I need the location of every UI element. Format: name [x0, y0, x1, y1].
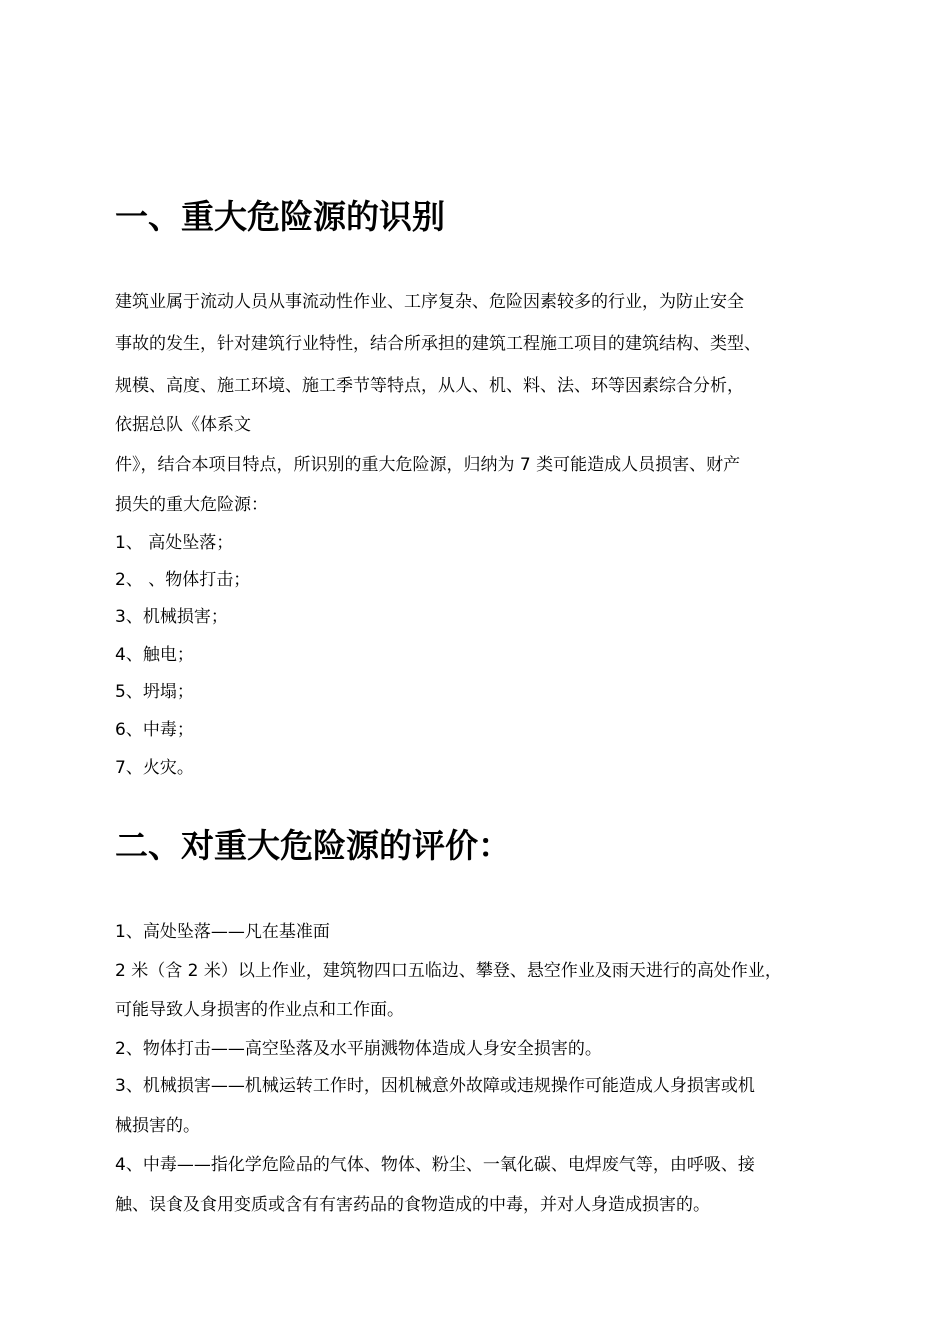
evaluation-line: 4、中毒——指化学危险品的气体、物体、粉尘、一氧化碳、电焊废气等，由呼吸、接 [115, 1155, 755, 1175]
paragraph-line: 建筑业属于流动人员从事流动性作业、工序复杂、危险因素较多的行业，为防止安全 [115, 292, 744, 312]
evaluation-line: 1、高处坠落——凡在基准面 [115, 922, 330, 942]
paragraph-line: 规模、高度、施工环境、施工季节等特点，从人、机、料、法、环等因素综合分析， [115, 376, 744, 396]
list-item: 4、触电； [115, 645, 194, 665]
list-item: 6、中毒； [115, 720, 194, 740]
section-2-heading: 二、对重大危险源的评价： [115, 826, 511, 865]
evaluation-line: 2、物体打击——高空坠落及水平崩溅物体造成人身安全损害的。 [115, 1039, 602, 1059]
section-1-heading: 一、重大危险源的识别 [115, 197, 445, 236]
list-item: 3、机械损害； [115, 607, 228, 627]
paragraph-line: 事故的发生，针对建筑行业特性，结合所承担的建筑工程施工项目的建筑结构、类型、 [115, 334, 761, 354]
list-item: 1、 高处坠落； [115, 533, 234, 553]
evaluation-line: 触、误食及食用变质或含有有害药品的食物造成的中毒，并对人身造成损害的。 [115, 1195, 710, 1215]
list-item: 5、坍塌； [115, 682, 194, 702]
list-item: 2、 、物体打击； [115, 570, 251, 590]
paragraph-line: 损失的重大危险源： [115, 495, 268, 515]
paragraph-line: 依据总队《体系文 [115, 415, 251, 435]
evaluation-line: 可能导致人身损害的作业点和工作面。 [115, 1000, 404, 1020]
evaluation-line: 2 米（含 2 米）以上作业，建筑物四口五临边、攀登、悬空作业及雨天进行的高处作业， [115, 961, 782, 981]
evaluation-line: 械损害的。 [115, 1116, 200, 1136]
paragraph-line: 件》，结合本项目特点，所识别的重大危险源，归纳为 7 类可能造成人员损害、财产 [115, 455, 741, 475]
evaluation-line: 3、机械损害——机械运转工作时，因机械意外故障或违规操作可能造成人身损害或机 [115, 1076, 755, 1096]
list-item: 7、火灾。 [115, 758, 194, 778]
